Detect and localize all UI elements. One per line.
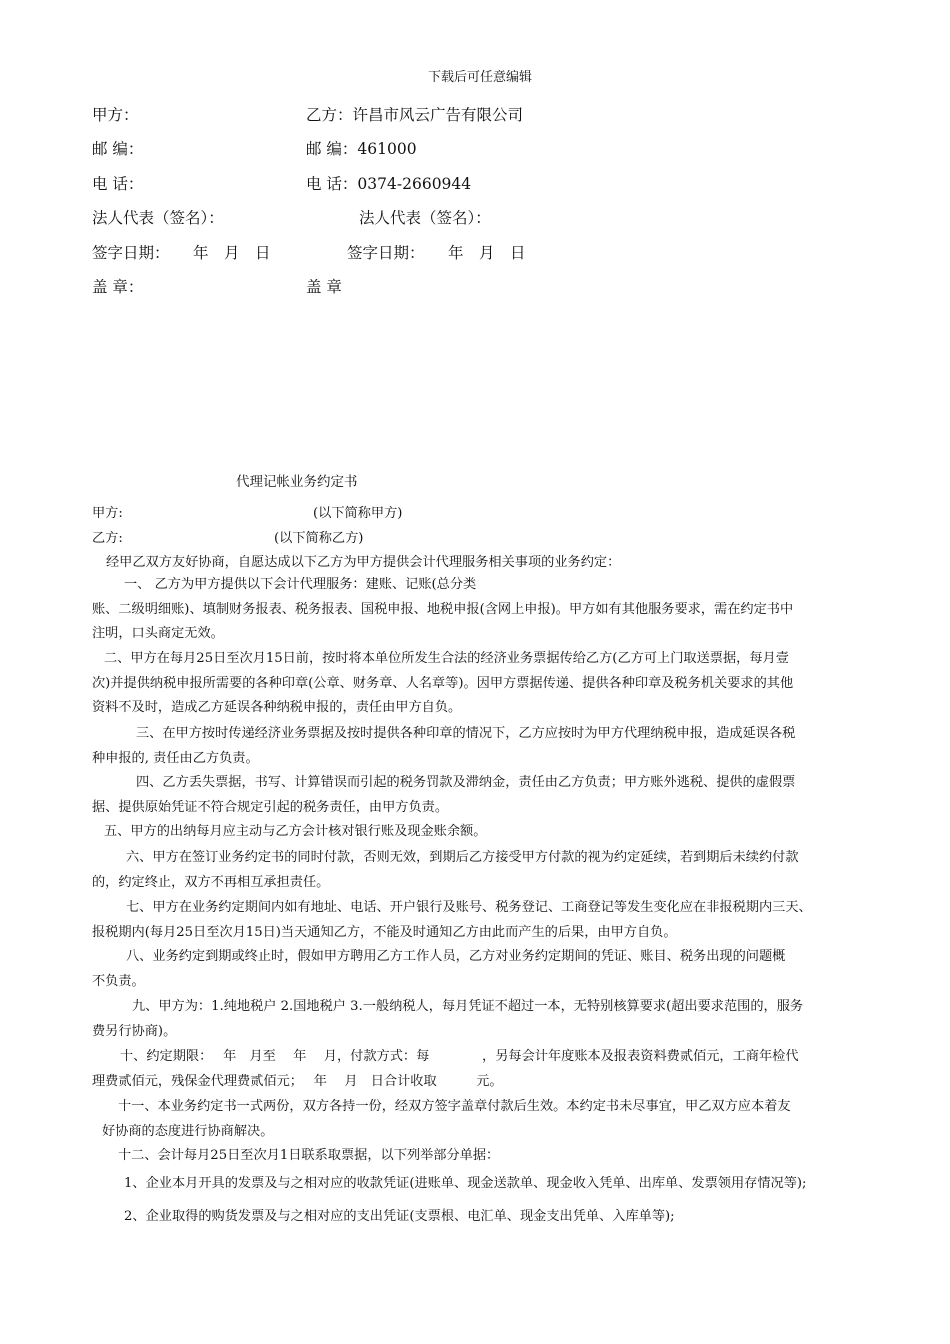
zip-a-label: 邮 编： xyxy=(92,140,144,158)
list-item: 1、企业本月开具的发票及与之相对应的收款凭证(进账单、现金送款单、现金收入凭单、出库单、发票领用存情况等); xyxy=(124,1176,807,1191)
phone-b-label: 电 话：0374-2660944 xyxy=(306,175,472,193)
clause-line: 四、乙方丢失票据，书写、计算错误而引起的税务罚款及滞纳金，责任由乙方负责；甲方账外逃税、提供的虚假票 xyxy=(136,775,796,790)
clause-line: 六、甲方在签订业务约定书的同时付款，否则无效，到期后乙方接受甲方付款的视为约定延续，若到期后未续约付款 xyxy=(126,850,799,865)
header-note: 下载后可任意编辑 xyxy=(428,70,533,85)
date-b-label: 签字日期： xyxy=(347,244,425,262)
date-b-units: 年 月 日 xyxy=(448,244,526,262)
clause-8 xyxy=(92,945,867,994)
agreement-party-a-note: (以下简称甲方) xyxy=(313,506,403,521)
clause-11 xyxy=(92,1095,867,1144)
clause-4 xyxy=(92,771,867,820)
clause-line: 报税期内(每月25日至次月15日)当天通知乙方，不能及时通知乙方由此而产生的后果，由甲方自负。 xyxy=(92,924,677,940)
clause-line: 种申报的, 责任由乙方负责。 xyxy=(92,750,259,766)
clause-1 xyxy=(92,573,867,647)
zip-b-label: 邮 编：461000 xyxy=(306,140,417,158)
clause-line: 理费贰佰元，残保金代理费贰佰元； 年 月 日合计收取 元。 xyxy=(92,1073,503,1089)
clause-line: 一、 乙方为甲方提供以下会计代理服务：建账、记账(总分类 xyxy=(124,577,477,592)
clause-line: 三、在甲方按时传递经济业务票据及按时提供各种印章的情况下，乙方应按时为甲方代理纳税申报，造成延误各税 xyxy=(136,726,796,741)
seal-b-label: 盖 章 xyxy=(306,278,342,296)
clause-line: 十、约定期限： 年 月至 年 月，付款方式：每 ，另每会计年度账本及报表资料费贰佰元，工商年检代 xyxy=(120,1049,799,1064)
agreement-title: 代理记帐业务约定书 xyxy=(236,474,358,490)
clause-line: 账、二级明细账)、填制财务报表、税务报表、国税申报、地税申报(含网上申报)。甲方如有其他服务要求，需在约定书中 xyxy=(92,601,794,617)
agreement-party-b-label: 乙方: xyxy=(92,531,123,546)
date-a-units: 年 月 日 xyxy=(193,244,271,262)
clause-10 xyxy=(92,1045,867,1094)
clause-5 xyxy=(92,820,867,845)
clause-line: 十二、会计每月25日至次月1日联系取票据，以下列举部分单据： xyxy=(118,1148,500,1163)
party-b-label: 乙方：许昌市风云广告有限公司 xyxy=(306,106,524,124)
date-a-label: 签字日期： xyxy=(92,244,170,262)
clause-line: 七、甲方在业务约定期间内如有地址、电话、开户银行及账号、税务登记、工商登记等发生变化应在非报税期内三天、 xyxy=(126,900,812,915)
clause-line: 八、业务约定到期或终止时，假如甲方聘用乙方工作人员，乙方对业务约定期间的凭证、账目、税务出现的问题概 xyxy=(126,949,786,964)
clause-line: 费另行协商)。 xyxy=(92,1023,177,1039)
clause-2 xyxy=(92,647,867,721)
clause-line: 二、甲方在每月25日至次月15日前，按时将本单位所发生合法的经济业务票据传给乙方(乙方可上门取送票据，每月壹 xyxy=(104,651,789,666)
party-a-label: 甲方： xyxy=(92,106,139,124)
rep-b-label: 法人代表（签名）： xyxy=(359,209,491,227)
clause-12 xyxy=(92,1144,867,1169)
clause-line: 注明，口头商定无效。 xyxy=(92,626,224,641)
clause-6 xyxy=(92,846,867,895)
clause-3 xyxy=(92,722,867,771)
clause-line: 的，约定终止，双方不再相互承担责任。 xyxy=(92,874,330,890)
list-item: 2、企业取得的购货发票及与之相对应的支出凭证(支票根、电汇单、现金支出凭单、入库单等); xyxy=(124,1209,675,1224)
seal-a-label: 盖 章： xyxy=(92,278,144,296)
agreement-party-b-note: (以下简称乙方) xyxy=(274,531,364,546)
clause-line: 据、提供原始凭证不符合规定引起的税务责任，由甲方负责。 xyxy=(92,799,449,815)
clause-line: 好协商的态度进行协商解决。 xyxy=(102,1123,274,1139)
agreement-party-a-label: 甲方: xyxy=(92,506,123,521)
clause-line: 资料不及时，造成乙方延误各种纳税申报的，责任由甲方自负。 xyxy=(92,700,462,715)
rep-a-label: 法人代表（签名）： xyxy=(92,209,224,227)
phone-a-label: 电 话： xyxy=(92,175,144,193)
clause-line: 五、甲方的出纳每月应主动与乙方会计核对银行账及现金账余额。 xyxy=(104,824,487,839)
clause-line: 不负责。 xyxy=(92,973,145,989)
clause-line: 九、甲方为：1.纯地税户 2.国地税户 3.一般纳税人，每月凭证不超过一本，无特别核算要求(超出要求范围的，服务 xyxy=(132,999,804,1014)
clause-9 xyxy=(92,995,867,1044)
clause-line: 次)并提供纳税申报所需要的各种印章(公章、财务章、人名章等)。因甲方票据传递、提供各种印章及税务机关要求的其他 xyxy=(92,675,794,691)
clause-7 xyxy=(92,896,867,945)
clause-line: 十一、本业务约定书一式两份，双方各持一份，经双方签字盖章付款后生效。本约定书未尽事宜，甲乙双方应本着友 xyxy=(118,1099,791,1114)
agreement-intro: 经甲乙双方友好协商，自愿达成以下乙方为甲方提供会计代理服务相关事项的业务约定： xyxy=(106,555,621,570)
